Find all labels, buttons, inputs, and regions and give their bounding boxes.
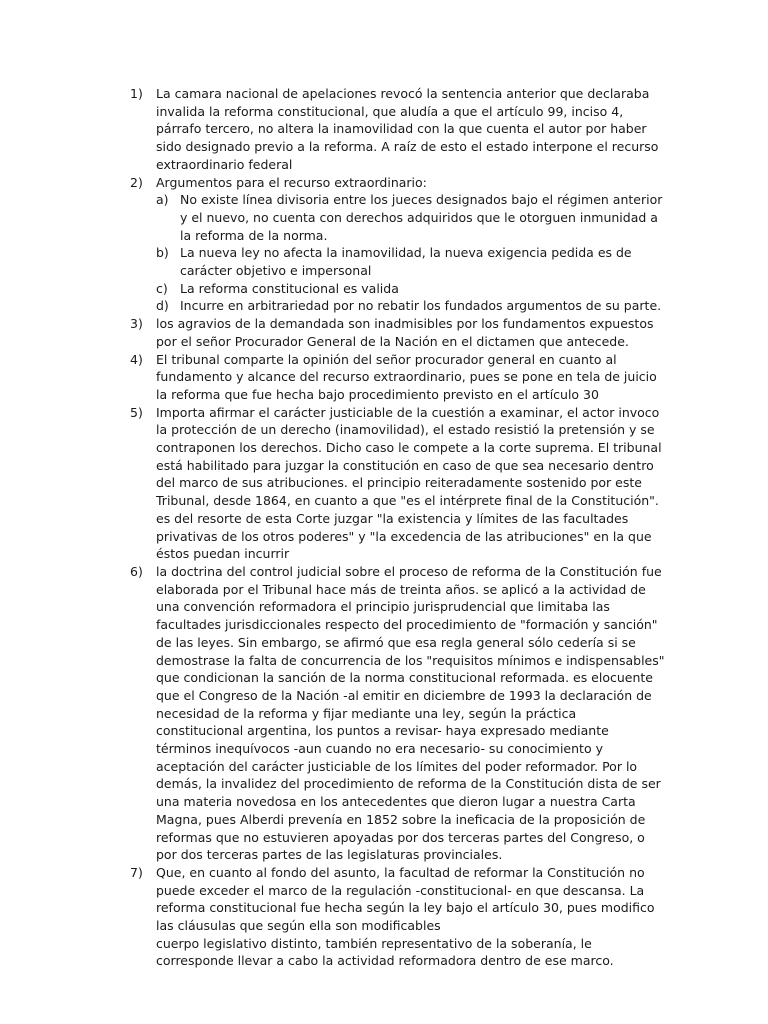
list-item-text: Argumentos para el recurso extraordinario:	[156, 174, 427, 190]
list-item-6	[130, 563, 665, 864]
list-number: 6)	[130, 563, 143, 579]
list-item-text: los agravios de la demandada son inadmisibles por los fundamentos expuestos por el señor Procurador General de la Nación en el dictamen que antecede.	[156, 316, 654, 349]
sub-item-text: La reforma constitucional es valida	[180, 280, 399, 296]
document-body	[130, 85, 665, 970]
sub-item-text: Incurre en arbitrariedad por no rebatir los fundados argumentos de su parte.	[180, 298, 662, 314]
sub-number: d)	[156, 298, 169, 314]
list-number: 1)	[130, 86, 143, 101]
list-number: 2)	[130, 174, 143, 190]
sub-item-text: No existe línea divisoria entre los jueces designados bajo el régimen anterior y el nuevo, no cuenta con derechos adquiridos que le otorguen inmunidad a la reforma de la norma.	[180, 192, 663, 243]
list-item-1	[130, 85, 665, 174]
sub-item-b	[156, 244, 665, 279]
sub-number: c)	[156, 280, 168, 296]
list-number: 4)	[130, 351, 143, 367]
list-item-4	[130, 351, 665, 404]
list-number: 5)	[130, 404, 143, 420]
list-item-text: El tribunal comparte la opinión del señor procurador general en cuanto al fundamento y alcance del recurso extraordinario, pues se pone en tela de juicio la reforma que fue hecha bajo procedimiento previsto en el artículo 30	[156, 351, 657, 402]
list-item-text: Que, en cuanto al fondo del asunto, la facultad de reformar la Constitución no puede exceder el marco de la regulación -constitucional- en que descansa. La reforma constitucional fue hecha según la ley bajo el artículo 30, pues modifico las cláusulas que según ella son modificables	[156, 864, 655, 934]
list-item-5	[130, 404, 665, 563]
list-number: 7)	[130, 864, 143, 880]
sub-number: b)	[156, 245, 169, 261]
list-item-7	[130, 864, 665, 970]
list-item-2	[130, 174, 665, 316]
list-item-3	[130, 315, 665, 350]
sub-item-text: La nueva ley no afecta la inamovilidad, la nueva exigencia pedida es de carácter objetivo e impersonal	[180, 245, 632, 279]
list-item-text: La camara nacional de apelaciones revocó la sentencia anterior que declaraba invalida la reforma constitucional, que aludía a que el artículo 99, inciso 4, párrafo tercero, no altera la inamovilidad con la que cuenta el autor por haber sido designado previo a la reforma. A raíz de esto el estado interpone el recurso extraordinario federal	[156, 86, 659, 172]
list-item-text: la doctrina del control judicial sobre el proceso de reforma de la Constitución fue elaborada por el Tribunal hace más de treinta años. se aplicó a la actividad de una convención reformadora el principio jurisprudencial que limitaba las facultades jurisdiccionales respecto del procedimiento de "formación y sanción" de las leyes. Sin embargo, se afirmó que esa regla general sólo cedería si se demostrase la falta de concurrencia de los "requisitos mínimos e indispensables" que condicionan la sanción de la norma constitucional reformada. es elocuente que el Congreso de la Nación -al emitir en diciembre de 1993 la declaración de necesidad de la reforma y fijar mediante una ley, según la práctica constitucional argentina, los puntos a revisar- haya expresado mediante términos inequívocos -aun cuando no era necesario- su conocimiento y aceptación del carácter justiciable de los límites del poder reformador. Por lo demás, la invalidez del procedimiento de reforma de la Constitución dista de ser una materia novedosa en los antecedentes que dieron lugar a nuestra Carta Magna, pues Alberdi prevenía en 1852 sobre la ineficacia de la proposición de reformas que no estuvieren apoyadas por dos terceras partes del Congreso, o por dos terceras partes de las legislaturas provinciales.	[156, 563, 665, 863]
sub-item-d	[156, 297, 665, 315]
list-number: 3)	[130, 316, 143, 332]
sub-item-c	[156, 280, 665, 298]
list-item-text: Importa afirmar el carácter justiciable de la cuestión a examinar, el actor invoco la protección de un derecho (inamovilidad), el estado resistió la pretensión y se contraponen los derechos. Dicho caso le compete a la corte suprema. El tribunal está habilitado para juzgar la constitución en caso de que sea necesario dentro del marco de sus atribuciones. el principio reiteradamente sostenido por este Tribunal, desde 1864, en cuanto a que "es el intérprete final de la Constitución". es del resorte de esta Corte juzgar "la existencia y límites de las facultades privativas de los otros poderes" y "la excedencia de las atribuciones" en la que éstos puedan incurrir	[156, 404, 662, 562]
list-item-continuation: cuerpo legislativo distinto, también representativo de la soberanía, le corresponde llevar a cabo la actividad reformadora dentro de ese marco.	[156, 935, 614, 969]
sub-item-a	[156, 191, 665, 244]
sub-number: a)	[156, 192, 169, 208]
